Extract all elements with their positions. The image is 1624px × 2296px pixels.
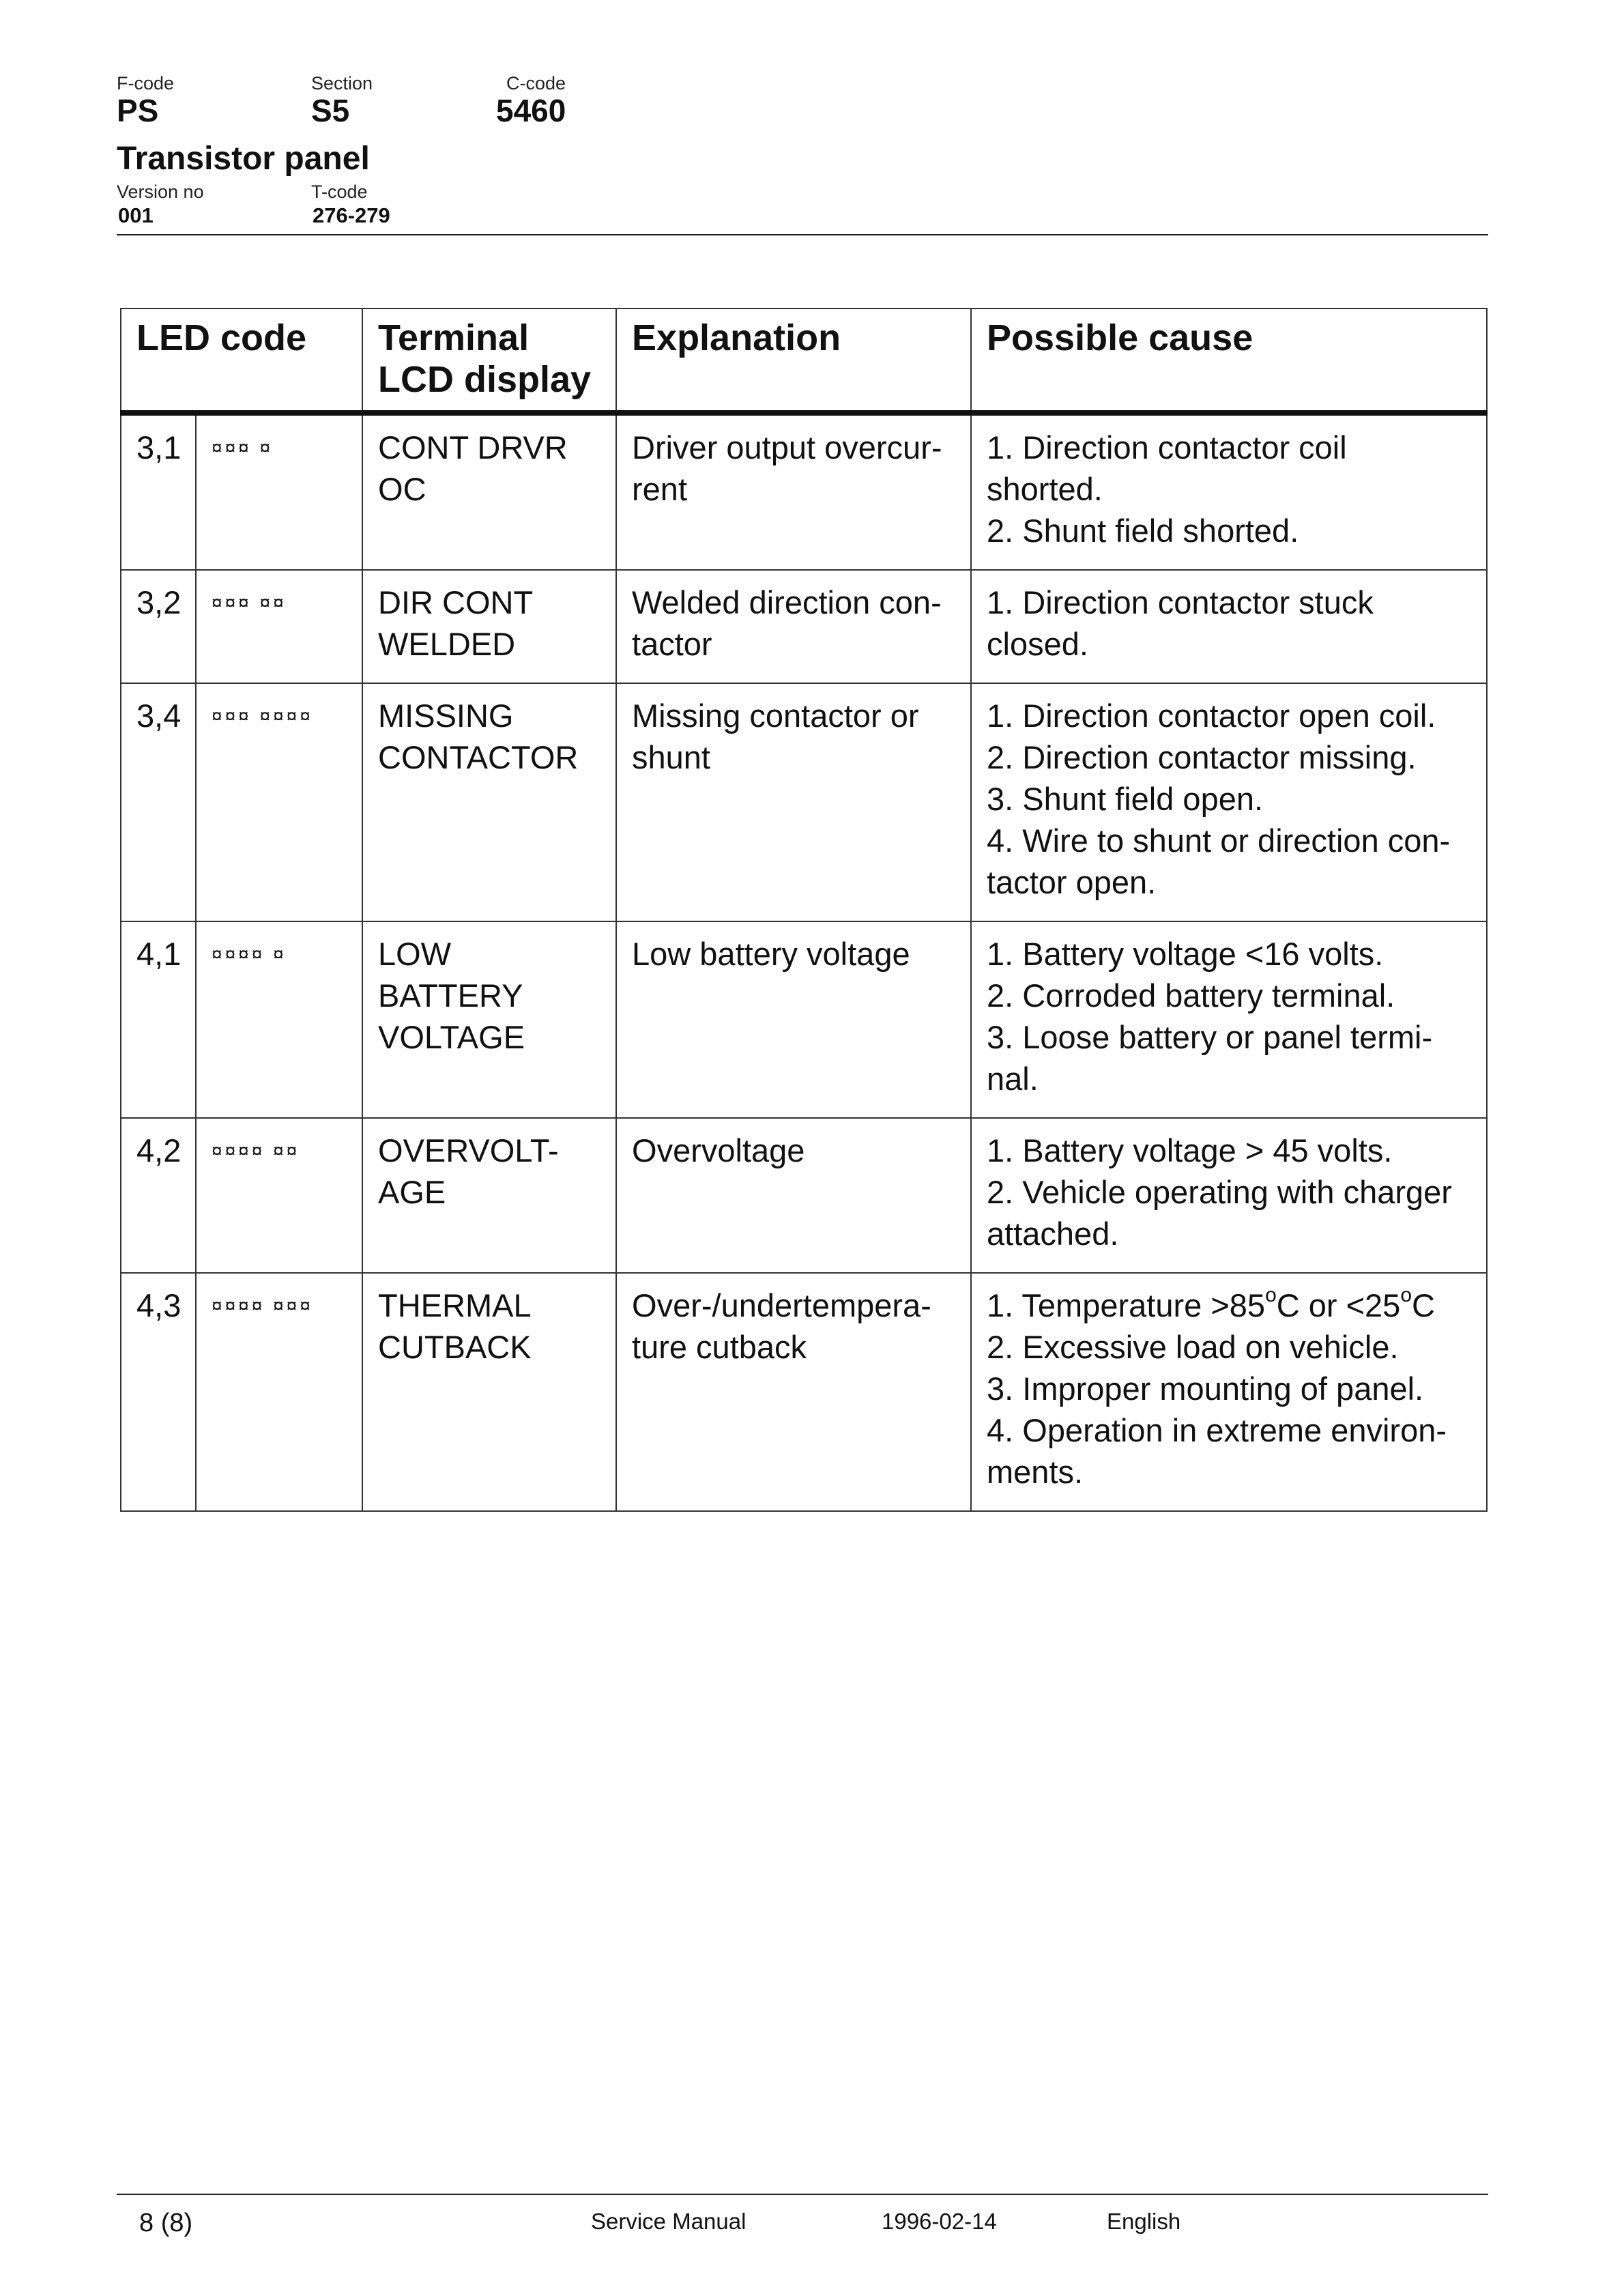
- led-blink-pattern: ¤¤¤ ¤¤¤¤: [196, 683, 362, 921]
- version-value: 001: [118, 203, 154, 227]
- page-number: 8 (8): [139, 2209, 193, 2237]
- ccode-label: C-code: [506, 73, 566, 94]
- footer-doc-type: Service Manual: [591, 2209, 746, 2234]
- possible-cause-cell: 1. Temperature $>85^oC$ or $<25^oC$ 2. Excessive load on vehicle. 3. Improper mounting of panel. 4. Operation in extreme environ- ments.: [971, 1273, 1487, 1511]
- led-code-value: 3,2: [121, 570, 196, 683]
- table-row: [121, 921, 1487, 1118]
- explanation-cell: Driver output overcur- rent: [616, 413, 971, 570]
- lcd-display-cell: DIR CONT WELDED: [362, 570, 616, 683]
- led-blink-pattern: ¤¤¤ ¤¤: [196, 570, 362, 683]
- section-label: Section: [311, 73, 373, 94]
- possible-cause-cell: 1. Direction contactor coil shorted. 2. Shunt field shorted.: [971, 413, 1487, 570]
- explanation-cell: Missing contactor or shunt: [616, 683, 971, 921]
- footer-date: 1996-02-14: [882, 2209, 997, 2234]
- tcode-label: T-code: [311, 182, 368, 202]
- led-code-value: 3,1: [121, 413, 196, 570]
- led-code-value: 3,4: [121, 683, 196, 921]
- header-terminal-lcd: Terminal LCD display: [362, 308, 616, 413]
- table-row: [121, 1118, 1487, 1273]
- led-code-value: 4,1: [121, 921, 196, 1118]
- table-row: [121, 1273, 1487, 1511]
- led-blink-pattern: ¤¤¤¤ ¤¤¤: [196, 1273, 362, 1511]
- lcd-display-cell: LOW BATTERY VOLTAGE: [362, 921, 616, 1118]
- lcd-display-cell: CONT DRVR OC: [362, 413, 616, 570]
- version-label: Version no: [117, 182, 204, 202]
- tcode-value: 276-279: [313, 203, 390, 227]
- fcode-label: F-code: [117, 73, 175, 94]
- lcd-display-cell: MISSING CONTACTOR: [362, 683, 616, 921]
- led-blink-pattern: ¤¤¤¤ ¤: [196, 921, 362, 1118]
- table-row: [121, 570, 1487, 683]
- page-title: Transistor panel: [117, 141, 370, 177]
- explanation-cell: Over-/undertempera- ture cutback: [616, 1273, 971, 1511]
- led-blink-pattern: ¤¤¤¤ ¤¤: [196, 1118, 362, 1273]
- possible-cause-cell: 1. Battery voltage <16 volts. 2. Corroded battery terminal. 3. Loose battery or panel termi- nal.: [971, 921, 1487, 1118]
- header-led-code: LED code: [121, 308, 362, 413]
- temperature-cause-line: 1. Temperature $>85^oC$ or $<25^oC$: [987, 1284, 1435, 1323]
- explanation-cell: Welded direction con- tactor: [616, 570, 971, 683]
- header-rule: [117, 234, 1488, 235]
- header-possible-cause: Possible cause: [971, 308, 1487, 413]
- explanation-cell: Low battery voltage: [616, 921, 971, 1118]
- fcode-value: PS: [117, 93, 159, 128]
- led-blink-pattern: ¤¤¤ ¤: [196, 413, 362, 570]
- ccode-value: 5460: [496, 93, 566, 128]
- led-code-value: 4,3: [121, 1273, 196, 1511]
- footer-rule: [117, 2194, 1488, 2195]
- table-row: [121, 683, 1487, 921]
- lcd-display-cell: OVERVOLT- AGE: [362, 1118, 616, 1273]
- footer-language: English: [1107, 2209, 1181, 2234]
- table-row: [121, 413, 1487, 570]
- possible-cause-cell: 1. Battery voltage > 45 volts. 2. Vehicle operating with charger attached.: [971, 1118, 1487, 1273]
- possible-cause-cell: 1. Direction contactor open coil. 2. Direction contactor missing. 3. Shunt field open. 4. Wire to shunt or direction con- tactor open.: [971, 683, 1487, 921]
- led-code-value: 4,2: [121, 1118, 196, 1273]
- led-code-table: [120, 308, 1488, 1512]
- header-explanation: Explanation: [616, 308, 971, 413]
- possible-cause-cell: 1. Direction contactor stuck closed.: [971, 570, 1487, 683]
- lcd-display-cell: THERMAL CUTBACK: [362, 1273, 616, 1511]
- explanation-cell: Overvoltage: [616, 1118, 971, 1273]
- section-value: S5: [311, 93, 350, 128]
- table-header-row: [121, 308, 1487, 413]
